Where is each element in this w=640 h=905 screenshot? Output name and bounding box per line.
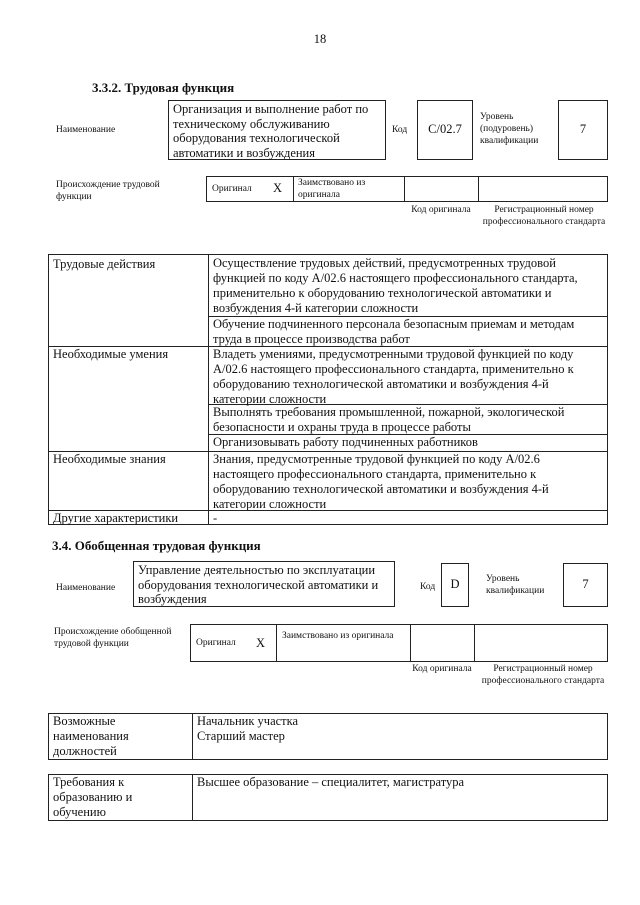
name-label-34: Наименование (56, 583, 116, 593)
labor-action-2: Обучение подчиненного персонала безопасным приемам и методам труда в процессе производства работ (213, 317, 575, 346)
page-number: 18 (313, 32, 327, 46)
knowledge-1: Знания, предусмотренные трудовой функцией по коду A/02.6 настоящего профессионального стандарта, применительно к оборудованию технологической автоматики и возбуждения 4-й категории сложности (213, 452, 549, 511)
orig-code-caption-34: Код оригинала (412, 664, 472, 674)
reg-number-caption-34: Регистрационный номер профессионального стандарта (481, 664, 605, 686)
name-label-332: Наименование (56, 125, 116, 135)
original-mark-34: X (256, 636, 266, 650)
borrowed-label-332: Заимствовано из оригинала (298, 178, 366, 200)
position-2: Старший мастер (197, 729, 285, 743)
labor-action-1: Осуществление трудовых действий, предусмотренных трудовой функцией по коду A/02.6 настоящего профессионального стандарта, применительно к оборудованию технологической автоматики и возбуждения 4-й категории сложности (213, 256, 578, 315)
other-label: Другие характеристики (53, 511, 179, 525)
positions-label: Возможные наименования должностей (53, 714, 129, 758)
original-label-332: Оригинал (212, 184, 252, 194)
orig-code-caption-332: Код оригинала (411, 205, 471, 215)
skill-2: Выполнять требования промышленной, пожарной, экологической безопасности и охраны труда в процессе работы (213, 405, 565, 434)
level-label-332: Уровень (подуровень) квалификации (480, 112, 539, 146)
education-value: Высшее образование – специалитет, магистратура (197, 775, 465, 789)
code-value-34: D (441, 563, 469, 607)
level-label-34: Уровень квалификации (486, 574, 545, 596)
code-value-332: C/02.7 (417, 100, 473, 160)
origin-label-34: Происхождение обобщенной трудовой функции (54, 627, 172, 649)
knowledge-label: Необходимые знания (53, 452, 166, 466)
reg-number-caption-332: Регистрационный номер профессионального стандарта (482, 205, 606, 227)
borrowed-label-34: Заимствовано из оригинала (282, 631, 394, 641)
code-label-332: Код (392, 125, 408, 135)
skill-1: Владеть умениями, предусмотренными трудовой функцией по коду A/02.6 настоящего профессионального стандарта, применительно к оборудованию технологической автоматики и возбуждения 4-й категории сложности (213, 347, 574, 406)
education-label: Требования к образованию и обучению (53, 775, 133, 819)
code-label-34: Код (420, 582, 436, 592)
level-value-34: 7 (563, 563, 608, 607)
other-value: - (213, 511, 218, 525)
origin-table-332 (206, 176, 608, 202)
origin-label-332: Происхождение трудовой функции (56, 180, 160, 202)
skills-label: Необходимые умения (53, 347, 169, 361)
level-value-332: 7 (558, 100, 608, 160)
original-mark-332: X (273, 181, 283, 195)
position-1: Начальник участка (197, 714, 299, 728)
name-value-34: Управление деятельностью по эксплуатации оборудования технологической автоматики и возбуждения (133, 561, 395, 607)
section-heading-332: 3.3.2. Трудовая функция (92, 80, 235, 95)
original-label-34: Оригинал (196, 638, 236, 648)
section-heading-34: 3.4. Обобщенная трудовая функция (52, 538, 261, 553)
labor-actions-label: Трудовые действия (53, 257, 156, 271)
name-value-332: Организация и выполнение работ по техническому обслуживанию оборудования технологической автоматики и возбуждения (168, 100, 386, 160)
skill-3: Организовывать работу подчиненных работников (213, 435, 478, 449)
